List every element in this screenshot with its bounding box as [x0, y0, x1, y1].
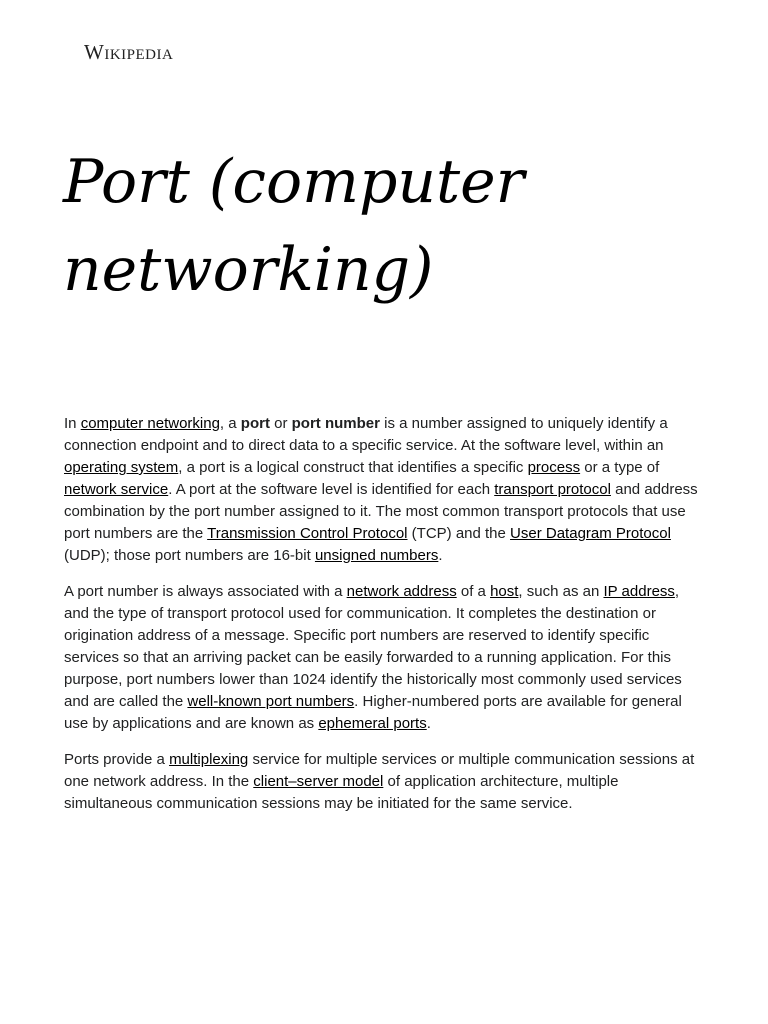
- link-process[interactable]: process: [527, 459, 581, 476]
- link-transmission-control-protocol[interactable]: Transmission Control Protocol: [207, 525, 408, 542]
- link-host[interactable]: host: [490, 583, 519, 600]
- article-body: [64, 413, 706, 829]
- text: service for multiple services or multiple communication sessions at one network address. In the: [64, 751, 695, 790]
- link-ip-address[interactable]: IP address: [603, 583, 675, 600]
- link-multiplexing[interactable]: multiplexing: [169, 751, 249, 768]
- text: of application architecture, multiple simultaneous communication sessions may be initiated for the same service.: [64, 773, 619, 812]
- bold-term-port: port: [240, 415, 270, 432]
- link-user-datagram-protocol[interactable]: User Datagram Protocol: [510, 525, 671, 542]
- page-title: Port (computer networking): [63, 147, 525, 305]
- bold-term-port-number: port number: [291, 415, 380, 432]
- text: . Higher-numbered ports are available for general use by applications and are known as: [64, 693, 682, 732]
- text: In: [64, 415, 81, 432]
- link-well-known-port-numbers[interactable]: well-known port numbers: [187, 693, 355, 710]
- text: , a port is a logical construct that identifies a specific: [178, 459, 528, 476]
- text: and address combination by the port number assigned to it. The most common transport protocols that use port numbers are the: [64, 481, 698, 542]
- link-network-service[interactable]: network service: [64, 481, 169, 498]
- link-ephemeral-ports[interactable]: ephemeral ports: [318, 715, 427, 732]
- paragraph-1: [64, 413, 706, 567]
- link-operating-system[interactable]: operating system: [64, 459, 179, 476]
- link-unsigned-numbers[interactable]: unsigned numbers: [314, 547, 439, 564]
- text: (UDP); those port numbers are 16-bit: [64, 547, 315, 564]
- link-client-server-model[interactable]: client–server model: [253, 773, 384, 790]
- text: .: [426, 715, 431, 732]
- text: or a type of: [580, 459, 660, 476]
- text: , a: [219, 415, 241, 432]
- paragraph-2: [64, 581, 706, 735]
- paragraph-3: [64, 749, 706, 815]
- link-computer-networking[interactable]: computer networking: [80, 415, 220, 432]
- text: , and the type of transport protocol used for communication. It completes the destination or origination address of a message. Specific port numbers are reserved to identify specific services so that an arriving packet can be easily forwarded to a running application. For this purpose, port numbers lower than 1024 identify the historically most commonly used services and are called the: [64, 583, 682, 710]
- text: of a: [456, 583, 491, 600]
- text: .: [438, 547, 443, 564]
- link-network-address[interactable]: network address: [346, 583, 457, 600]
- text: , such as an: [518, 583, 604, 600]
- text: is a number assigned to uniquely identify a connection endpoint and to direct data to a specific service. At the software level, within an: [64, 415, 668, 454]
- link-transport-protocol[interactable]: transport protocol: [494, 481, 611, 498]
- text: or: [269, 415, 292, 432]
- text: A port number is always associated with a: [64, 583, 347, 600]
- text: (TCP) and the: [407, 525, 511, 542]
- wikipedia-logo[interactable]: Wikipedia: [84, 40, 174, 64]
- text: Ports provide a: [64, 751, 170, 768]
- text: . A port at the software level is identified for each: [168, 481, 495, 498]
